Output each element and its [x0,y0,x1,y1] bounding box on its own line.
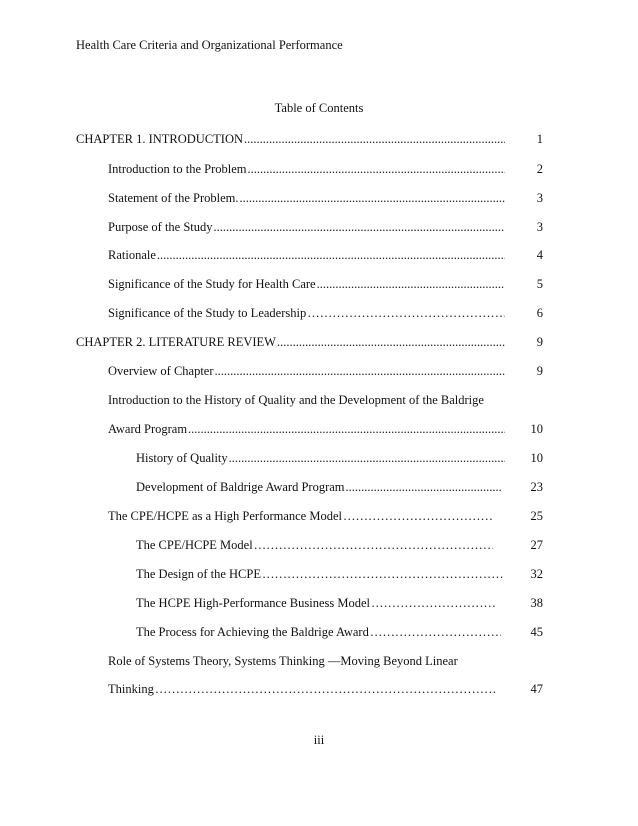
dot-leader [316,275,505,293]
toc-entry-label: CHAPTER 2. LITERATURE REVIEW [76,335,276,349]
toc-entry-page: 10 [530,451,543,465]
toc-title: Table of Contents [274,101,364,115]
toc-entry-label: Overview of Chapter [108,364,214,378]
toc-entry-page: 9 [536,364,543,378]
toc-entry-overview-of-chapter[interactable] [108,362,505,380]
toc-entry-label: Rationale [108,248,156,262]
toc-entry-page: 45 [530,625,543,639]
toc-entry-page: 2 [536,162,543,176]
toc-entry-page: 3 [536,220,543,234]
toc-entry-page: 47 [530,682,543,696]
toc-entry-systems-theory[interactable] [108,652,528,670]
toc-entry-label: Award Program [108,422,188,436]
toc-entry-rationale[interactable] [108,246,505,264]
toc-entry-label: Purpose of the Study [108,220,213,234]
toc-entry-process-baldrige[interactable] [136,623,501,641]
toc-entry-label: Role of Systems Theory, Systems Thinking —Moving Beyond Linear [108,654,458,668]
toc-entry-label: CHAPTER 1. INTRODUCTION [76,132,244,146]
dot-leader [239,189,505,207]
toc-entry-label: Statement of the Problem. [108,191,239,205]
toc-entry-history-of-quality-intro[interactable] [108,391,528,409]
toc-entry-significance-leadership[interactable] [108,304,505,322]
toc-entry-chapter-2[interactable] [76,333,505,351]
toc-entry-award-program[interactable] [108,420,505,438]
toc-entry-label: Significance of the Study to Leadership [108,306,307,320]
toc-entry-label: The Process for Achieving the Baldrige Award [136,625,369,639]
dot-leader [214,362,505,380]
toc-entry-label: History of Quality [136,451,228,465]
dot-leader [187,420,505,438]
dot-leader [247,160,505,178]
toc-entry-cpe-hcpe-model[interactable] [136,536,493,554]
toc-entry-label: Development of Baldrige Award Program [136,480,345,494]
toc-entry-label: Significance of the Study for Health Care [108,277,316,291]
toc-entry-hcpe-business-model[interactable] [136,594,497,612]
toc-entry-chapter-1[interactable] [76,130,505,148]
toc-entry-cpe-hcpe-high-performance[interactable] [108,507,493,525]
toc-entry-development-baldrige[interactable] [136,478,501,496]
dot-leader [261,565,505,583]
toc-entry-label: Introduction to the Problem [108,162,247,176]
dot-leader [228,449,505,467]
dot-leader [154,680,497,698]
dot-leader [342,507,493,525]
toc-entry-page: 27 [530,538,543,552]
toc-entry-page: 3 [536,191,543,205]
dot-leader [213,218,505,236]
toc-entry-page: 4 [536,248,543,262]
toc-entry-page: 1 [536,132,543,146]
toc-entry-history-of-quality[interactable] [136,449,505,467]
toc-entry-purpose-of-study[interactable] [108,218,505,236]
toc-entry-label: Introduction to the History of Quality and the Development of the Baldrige [108,393,484,407]
toc-entry-thinking[interactable] [108,680,497,698]
toc-entry-page: 32 [530,567,543,581]
toc-entry-page: 6 [536,306,543,320]
dot-leader [253,536,493,554]
toc-entry-statement-of-problem[interactable] [108,189,505,207]
toc-entry-introduction-to-problem[interactable] [108,160,505,178]
toc-entry-design-of-hcpe[interactable] [136,565,505,583]
toc-entry-label: The Design of the HCPE [136,567,261,581]
toc-entry-page: 10 [530,422,543,436]
toc-entry-significance-health-care[interactable] [108,275,505,293]
toc-entry-page: 38 [530,596,543,610]
dot-leader [369,623,501,641]
toc-entry-label: The CPE/HCPE Model [136,538,253,552]
toc-entry-label: Thinking [108,682,154,696]
dot-leader [276,333,505,351]
dot-leader [306,304,505,322]
toc-entry-label: The HCPE High-Performance Business Model [136,596,370,610]
toc-entry-page: 5 [536,277,543,291]
toc-entry-page: 9 [536,335,543,349]
page-folio: iii [313,733,325,747]
dot-leader [243,130,505,148]
dot-leader [370,594,497,612]
toc-entry-page: 23 [530,480,543,494]
running-head: Health Care Criteria and Organizational Performance [76,38,343,52]
dot-leader [156,246,505,264]
toc-entry-label: The CPE/HCPE as a High Performance Model [108,509,342,523]
toc-entry-page: 25 [530,509,543,523]
dot-leader [345,478,501,496]
